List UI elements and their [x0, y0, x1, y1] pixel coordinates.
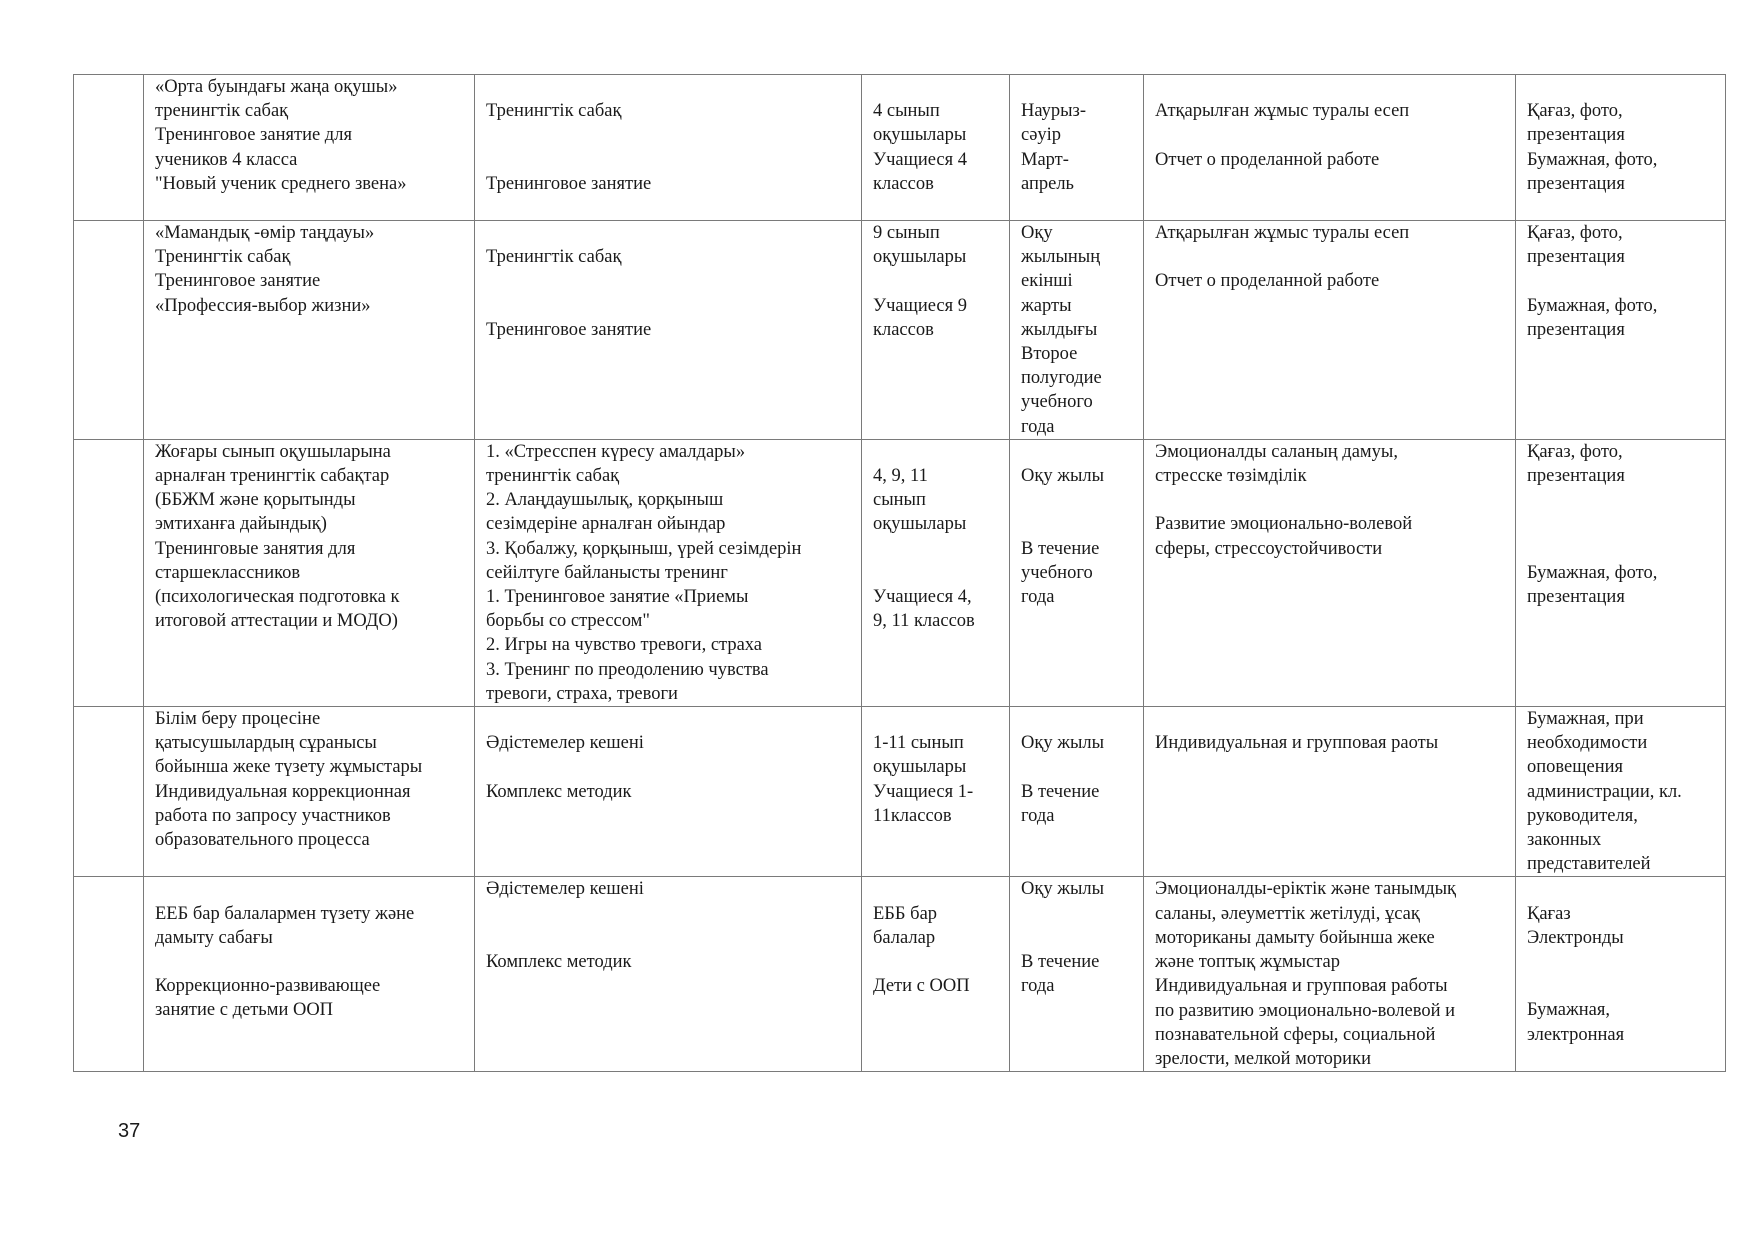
- row-number-cell: [74, 75, 144, 221]
- report-cell: Қағаз, фото, презентация Бумажная, фото, презентация: [1516, 221, 1726, 440]
- form-cell: 1. «Стресспен күресу амалдары» тренингтік сабақ 2. Алаңдаушылық, қорқыныш сезімдеріне арналған ойындар 3. Қобалжу, қорқыныш, үрей сезімдерін сейілтуге байланысты тренинг 1. Тренинговое занятие «Приемы борьбы со стрессом" 2. Игры на чувство тревоги, страха 3. Тренинг по преодолению чувства тревоги, страха, тревоги: [475, 439, 862, 706]
- event-cell: «Орта буындағы жаңа оқушы» тренингтік сабақ Тренинговое занятие для учеников 4 класса "Новый ученик среднего звена»: [144, 75, 475, 221]
- row-number-cell: [74, 439, 144, 706]
- row-number-cell: [74, 707, 144, 877]
- form-cell: Әдістемелер кешені Комплекс методик: [475, 877, 862, 1072]
- dates-cell: Оқу жылының екінші жарты жылдығы Второе полугодие учебного года: [1010, 221, 1144, 440]
- form-cell: Тренингтік сабақ Тренинговое занятие: [475, 221, 862, 440]
- participants-cell: 4 сынып оқушылары Учащиеся 4 классов: [862, 75, 1010, 221]
- dates-cell: Наурыз- сәуір Март- апрель: [1010, 75, 1144, 221]
- event-cell: Білім беру процесіне қатысушылардың сұранысы бойынша жеке түзету жұмыстары Индивидуальная коррекционная работа по запросу участников образовательного процесса: [144, 707, 475, 877]
- row-number-cell: [74, 221, 144, 440]
- table-row: [74, 707, 1726, 877]
- row-number-cell: [74, 877, 144, 1072]
- dates-cell: Оқу жылы В течение учебного года: [1010, 439, 1144, 706]
- dates-cell: Оқу жылы В течение года: [1010, 877, 1144, 1072]
- form-cell: Тренингтік сабақ Тренинговое занятие: [475, 75, 862, 221]
- table-row: [74, 221, 1726, 440]
- result-cell: Индивидуальная и групповая раоты: [1144, 707, 1516, 877]
- participants-cell: ЕББ бар балалар Дети с ООП: [862, 877, 1010, 1072]
- table-row: [74, 877, 1726, 1072]
- event-cell: Жоғары сынып оқушыларына арналған тренингтік сабақтар (ББЖМ және қорытынды эмтиханға дайындық) Тренинговые занятия для старшеклассников (психологическая подготовка к итоговой аттестации и МОДО): [144, 439, 475, 706]
- event-cell: «Мамандық -өмір таңдауы» Тренингтік сабақ Тренинговое занятие «Профессия-выбор жизни»: [144, 221, 475, 440]
- table-row: [74, 439, 1726, 706]
- participants-cell: 9 сынып оқушылары Учащиеся 9 классов: [862, 221, 1010, 440]
- event-cell: ЕЕБ бар балалармен түзету және дамыту сабағы Коррекционно-развивающее занятие с детьми ООП: [144, 877, 475, 1072]
- work-plan-table: [73, 74, 1726, 1072]
- report-cell: Бумажная, при необходимости оповещения администрации, кл. руководителя, законных представителей: [1516, 707, 1726, 877]
- participants-cell: 4, 9, 11 сынып оқушылары Учащиеся 4, 9, 11 классов: [862, 439, 1010, 706]
- report-cell: Қағаз Электронды Бумажная, электронная: [1516, 877, 1726, 1072]
- page-number: 37: [118, 1120, 141, 1142]
- dates-cell: Оқу жылы В течение года: [1010, 707, 1144, 877]
- result-cell: Эмоционалды-еріктік және танымдық саланы, әлеуметтік жетілуді, ұсақ моториканы дамыту бойынша жеке және топтық жұмыстар Индивидуальная и групповая работы по развитию эмоционально-волевой и познавательной сферы, социальной зрелости, мелкой моторики: [1144, 877, 1516, 1072]
- report-cell: Қағаз, фото, презентация Бумажная, фото, презентация: [1516, 75, 1726, 221]
- table-row: [74, 75, 1726, 221]
- report-cell: Қағаз, фото, презентация Бумажная, фото, презентация: [1516, 439, 1726, 706]
- result-cell: Атқарылған жұмыс туралы есеп Отчет о проделанной работе: [1144, 221, 1516, 440]
- result-cell: Атқарылған жұмыс туралы есеп Отчет о проделанной работе: [1144, 75, 1516, 221]
- result-cell: Эмоционалды саланың дамуы, стресске төзімділік Развитие эмоционально-волевой сферы, стрессоустойчивости: [1144, 439, 1516, 706]
- form-cell: Әдістемелер кешені Комплекс методик: [475, 707, 862, 877]
- participants-cell: 1-11 сынып оқушылары Учащиеся 1- 11классов: [862, 707, 1010, 877]
